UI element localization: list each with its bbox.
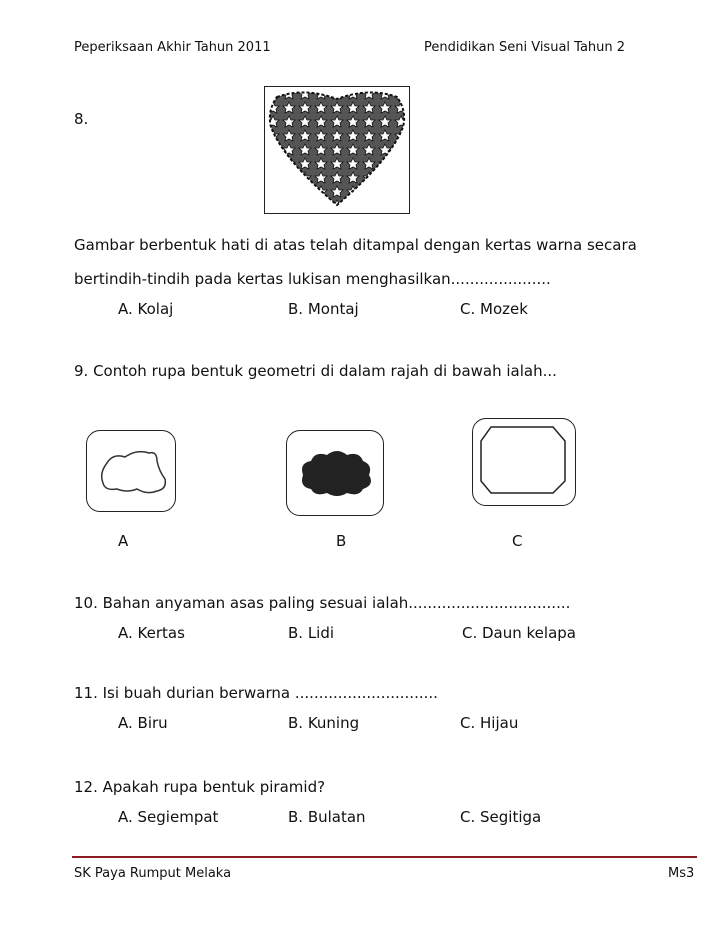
q10-option-b: B. Lidi [288,624,335,642]
q9-shape-a-box [86,430,176,512]
q11-option-c: C. Hijau [460,714,519,732]
q12-option-a: A. Segiempat [118,808,219,826]
question-11-text: 11. Isi buah durian berwarna .............................. [74,684,438,702]
question-10-text: 10. Bahan anyaman asas paling sesuai ialah.................................. [74,594,571,612]
question-8-line1: Gambar berbentuk hati di atas telah ditampal dengan kertas warna secara [74,236,637,254]
question-8-number: 8. [74,110,89,128]
octagon-shape-icon [473,419,575,505]
q12-option-c: C. Segitiga [460,808,542,826]
q8-option-c: C. Mozek [460,300,528,318]
question-12-text: 12. Apakah rupa bentuk piramid? [74,778,326,796]
heart-collage-icon [265,87,409,213]
q9-label-b: B [336,532,347,550]
footer-page-number: Ms3 [668,866,695,881]
header-right: Pendidikan Seni Visual Tahun 2 [424,40,626,55]
cloud-shape-icon [287,431,383,515]
question-9-text: 9. Contoh rupa bentuk geometri di dalam rajah di bawah ialah... [74,362,557,380]
q9-label-c: C [512,532,523,550]
q12-option-b: B. Bulatan [288,808,366,826]
q11-option-a: A. Biru [118,714,168,732]
footer-school: SK Paya Rumput Melaka [74,866,232,881]
footer-divider [72,856,697,858]
q9-label-a: A [118,532,129,550]
q9-shape-b-box [286,430,384,516]
q8-option-a: A. Kolaj [118,300,174,318]
q10-option-a: A. Kertas [118,624,185,642]
q9-shape-c-box [472,418,576,506]
heart-collage-figure [264,86,410,214]
q8-option-b: B. Montaj [288,300,359,318]
header-left: Peperiksaan Akhir Tahun 2011 [74,40,271,55]
q11-option-b: B. Kuning [288,714,360,732]
irregular-shape-icon [87,431,175,511]
q10-option-c: C. Daun kelapa [462,624,576,642]
question-8-line2: bertindih-tindih pada kertas lukisan menghasilkan..................... [74,270,551,288]
